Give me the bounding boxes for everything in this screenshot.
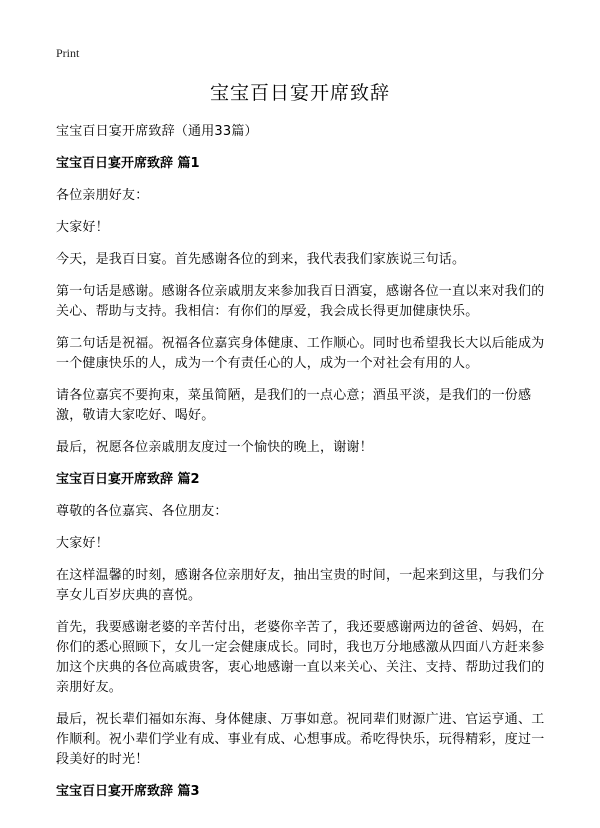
paragraph: 首先，我要感谢老婆的辛苦付出，老婆你辛苦了，我还要感谢两边的爸爸、妈妈，在你们的悉心照顾下，女儿一定会健康成长。同时，我也万分地感激从四面八方赶来参加这个庆典的各位高戚贵客，衷心地感谢一直以来关心、关注、支持、帮助过我们的亲朋好友。 [56,620,545,695]
paragraph: 大家好！ [56,536,109,551]
document-body [56,122,550,814]
subtitle: 宝宝百日宴开席致辞（通用33篇） [56,124,258,139]
paragraph: 尊敬的各位嘉宾、各位朋友： [56,504,228,519]
page-title: 宝宝百日宴开席致辞 [209,82,390,104]
paragraph: 第二句话是祝福。祝福各位嘉宾身体健康、工作顺心。同时也希望我长大以后能成为一个健康快乐的人，成为一个有责任心的人，成为一个对社会有用的人。 [56,336,545,371]
paragraph: 大家好！ [56,220,109,235]
paragraph: 最后，祝愿各位亲戚朋友度过一个愉快的晚上，谢谢！ [56,440,373,455]
paragraph: 请各位嘉宾不要拘束，菜虽简陋，是我们的一点心意；酒虽平淡，是我们的一份感激，敬请大家吃好、喝好。 [56,388,532,423]
section-heading-2: 宝宝百日宴开席致辞 篇2 [56,472,200,487]
paragraph: 在这样温馨的时刻，感谢各位亲朋好友，抽出宝贵的时间，一起来到这里，与我们分享女儿百岁庆典的喜悦。 [56,568,545,603]
section-heading-3: 宝宝百日宴开席致辞 篇3 [56,784,200,799]
section-heading-1: 宝宝百日宴开席致辞 篇1 [56,156,200,171]
paragraph: 最后，祝长辈们福如东海、身体健康、万事如意。祝同辈们财源广进、官运亨通、工作顺利。祝小辈们学业有成、事业有成、心想事成。希吃得快乐，玩得精彩，度过一段美好的时光！ [56,712,545,767]
paragraph: 第一句话是感谢。感谢各位亲戚朋友来参加我百日酒宴，感谢各位一直以来对我们的关心、帮助与支持。我相信：有你们的厚爱，我会成长得更加健康快乐。 [56,284,545,319]
paragraph: 今天，是我百日宴。首先感谢各位的到来，我代表我们家族说三句话。 [56,252,466,267]
paragraph: 各位亲朋好友： [56,188,149,203]
print-link[interactable]: Print [56,46,80,60]
